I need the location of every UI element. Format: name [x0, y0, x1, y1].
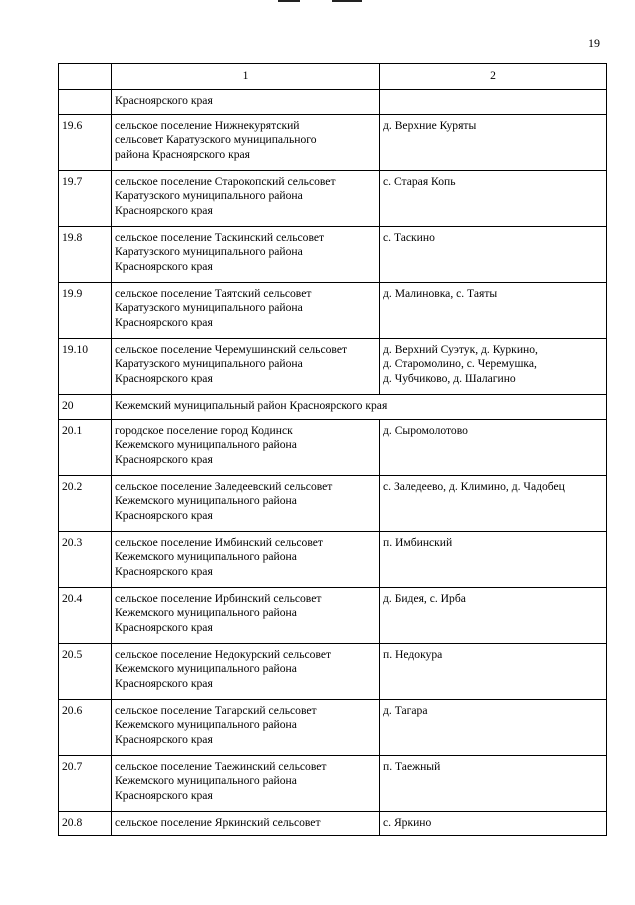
cell-line: сельское поселение Таятский сельсовет: [115, 287, 312, 300]
cell-name: [112, 588, 380, 644]
table-row: [59, 171, 607, 227]
cell-line: Кежемского муниципального района: [115, 662, 297, 676]
cell-number: 19.9: [59, 283, 112, 339]
cell-name: [112, 644, 380, 700]
cell-line: д. Чубчиково, д. Шалагино: [383, 371, 516, 385]
cell-line: Красноярского края: [115, 676, 213, 690]
cell-number: 20.7: [59, 756, 112, 812]
cell-line: Красноярского края: [115, 315, 213, 329]
cell-line: Каратузского муниципального района: [115, 245, 303, 259]
cell-line: с. Яркино: [383, 816, 432, 829]
cell-line: Кежемского муниципального района: [115, 718, 297, 732]
cell-line: Красноярского края: [115, 452, 213, 466]
cell-line: Кежемского муниципального района: [115, 438, 297, 452]
cell-line: Красноярского края: [115, 94, 213, 107]
cell-name: [112, 115, 380, 171]
cell-line: Кежемского муниципального района: [115, 606, 297, 620]
table-row-continuation: [59, 90, 607, 115]
cell-line: сельское поселение Ирбинский сельсовет: [115, 592, 322, 605]
cell-line: Красноярского края: [115, 259, 213, 273]
table-row: [59, 644, 607, 700]
cell-line: д. Тагара: [383, 704, 428, 717]
cell-number: 19.10: [59, 339, 112, 395]
cell-name: [112, 90, 380, 115]
page-number: 19: [588, 36, 600, 50]
cell-line: сельское поселение Недокурский сельсовет: [115, 648, 332, 661]
header-cell-1: 1: [112, 64, 380, 90]
cell-line: д. Бидея, с. Ирба: [383, 592, 466, 605]
cell-name: [112, 700, 380, 756]
cell-line: Красноярского края: [115, 620, 213, 634]
cell-line: Красноярского края: [115, 564, 213, 578]
cell-line: д. Верхний Суэтук, д. Куркино,: [383, 343, 538, 356]
cell-name: [112, 420, 380, 476]
table-row: [59, 700, 607, 756]
cell-number: 20.3: [59, 532, 112, 588]
cell-name: [112, 339, 380, 395]
cell-line: д. Сыромолотово: [383, 424, 468, 437]
table-row: [59, 115, 607, 171]
cell-locality: [380, 812, 607, 836]
cell-line: п. Таежный: [383, 760, 441, 773]
top-edge-marks: [270, 0, 370, 6]
cell-number: 20.4: [59, 588, 112, 644]
cell-locality: [380, 476, 607, 532]
settlements-table: [58, 63, 607, 836]
table-row: [59, 339, 607, 395]
cell-line: сельское поселение Таежинский сельсовет: [115, 760, 327, 773]
cell-locality: [380, 339, 607, 395]
cell-line: сельское поселение Черемушинский сельсовет: [115, 343, 348, 356]
cell-line: сельское поселение Нижнекурятский: [115, 119, 300, 132]
table-row: [59, 420, 607, 476]
cell-locality: [380, 90, 607, 115]
table-row: [59, 588, 607, 644]
cell-number: 20.8: [59, 812, 112, 836]
cell-line: п. Имбинский: [383, 536, 453, 549]
cell-locality: [380, 756, 607, 812]
table-row: [59, 532, 607, 588]
cell-locality: [380, 532, 607, 588]
cell-line: п. Недокура: [383, 648, 443, 661]
cell-locality: [380, 115, 607, 171]
cell-number: 19.6: [59, 115, 112, 171]
cell-line: сельское поселение Яркинский сельсовет: [115, 816, 321, 829]
cell-number: 20.1: [59, 420, 112, 476]
cell-number: 20.6: [59, 700, 112, 756]
cell-line: сельское поселение Заледеевский сельсовет: [115, 480, 333, 493]
table-row-group: [59, 395, 607, 420]
cell-number: 20.5: [59, 644, 112, 700]
cell-line: Кежемского муниципального района: [115, 550, 297, 564]
cell-line: Кежемского муниципального района: [115, 494, 297, 508]
cell-line: городское поселение город Кодинск: [115, 424, 293, 437]
table-header-row: [59, 64, 607, 90]
header-cell-2: 2: [380, 64, 607, 90]
cell-locality: [380, 420, 607, 476]
cell-locality: [380, 283, 607, 339]
cell-name: [112, 171, 380, 227]
cell-number: [59, 90, 112, 115]
cell-line: с. Заледеево, д. Климино, д. Чадобец: [383, 480, 565, 493]
table-row: [59, 476, 607, 532]
cell-locality: [380, 700, 607, 756]
cell-locality: [380, 171, 607, 227]
cell-line: сельское поселение Имбинский сельсовет: [115, 536, 323, 549]
cell-line: Кежемского муниципального района: [115, 774, 297, 788]
cell-number: 20.2: [59, 476, 112, 532]
cell-line: Красноярского края: [115, 732, 213, 746]
cell-name: [112, 283, 380, 339]
cell-line: Каратузского муниципального района: [115, 301, 303, 315]
cell-line: Красноярского края: [115, 203, 213, 217]
cell-name: [112, 476, 380, 532]
cell-line: с. Старая Копь: [383, 175, 456, 188]
cell-line: сельское поселение Старокопский сельсовет: [115, 175, 336, 188]
cell-locality: [380, 227, 607, 283]
cell-name: [112, 532, 380, 588]
cell-number: 20: [59, 395, 112, 420]
cell-line: д. Верхние Куряты: [383, 119, 477, 132]
cell-line: сельское поселение Тагарский сельсовет: [115, 704, 317, 717]
cell-line: района Красноярского края: [115, 147, 250, 161]
cell-line: Каратузского муниципального района: [115, 357, 303, 371]
cell-locality: [380, 588, 607, 644]
cell-locality: [380, 644, 607, 700]
cell-number: 19.7: [59, 171, 112, 227]
cell-line: сельсовет Каратузского муниципального: [115, 133, 317, 147]
table-row: [59, 812, 607, 836]
table-row: [59, 227, 607, 283]
cell-line: Красноярского края: [115, 371, 213, 385]
header-cell-number: [59, 64, 112, 90]
cell-number: 19.8: [59, 227, 112, 283]
cell-name: [112, 227, 380, 283]
table-row: [59, 756, 607, 812]
cell-line: Красноярского края: [115, 508, 213, 522]
cell-name: [112, 756, 380, 812]
cell-line: с. Таскино: [383, 231, 435, 244]
cell-line: Красноярского края: [115, 788, 213, 802]
cell-line: д. Старомолино, с. Черемушка,: [383, 357, 537, 371]
cell-group-title: Кежемский муниципальный район Красноярского края: [112, 395, 607, 420]
cell-line: д. Малиновка, с. Таяты: [383, 287, 498, 300]
cell-name: [112, 812, 380, 836]
cell-line: сельское поселение Таскинский сельсовет: [115, 231, 325, 244]
cell-line: Каратузского муниципального района: [115, 189, 303, 203]
table-row: [59, 283, 607, 339]
